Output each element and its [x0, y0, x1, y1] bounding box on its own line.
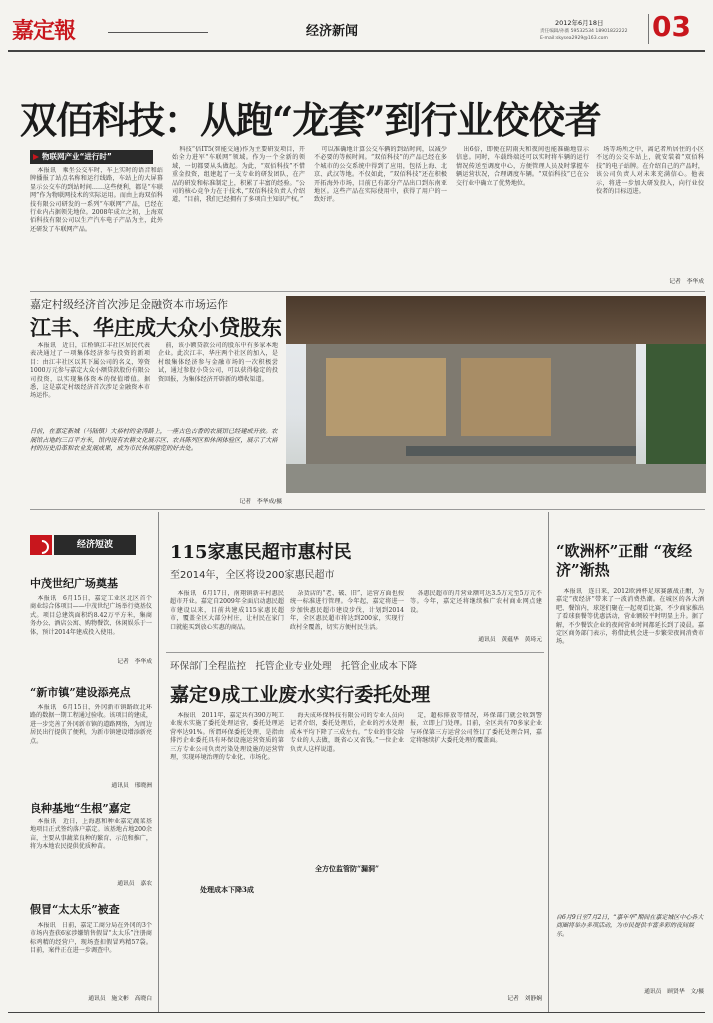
story1-col2: 科技“倍IT5(智能交通)作为主要研发项目，开始全力进军“车联网”领域。作为一个全新的领域，一切都要从头做起。为此，“双佰科技”不惜重金投资，组建起了一支专业的研发团队，在产品的研发和标准制定上，积累了丰富的经验。“公司的核心竞争力在于技术，”双佰科技负责人介绍道，“目前，我们已经拥有了多项自主知识产权。”	[172, 146, 305, 204]
photo-caption: 日前，在嘉定新城（马陆镇）大裕村的金涛路上，一座古色古香的农展馆已经建成开放。农展馆占地约三百平方米，馆内设有农耕文化展示区、农具陈列区和休闲体验区，展示了大裕村的历史沿革和农业发展成果，成为市民休闲游览的好去处。	[30, 428, 278, 453]
story1-byline: 记者 李华成	[669, 279, 704, 285]
brief3-title: 良种基地“生根”嘉定	[30, 802, 131, 815]
brief4-byline: 通讯员 施文彬 高晓白	[88, 996, 152, 1002]
brief3-byline: 通讯员 嘉农	[117, 881, 152, 887]
story4-kicker: 环保部门全程监控 托管企业专业处理 托管企业成本下降	[170, 661, 418, 672]
story2-headline: 江丰、华庄成大众小贷股东	[30, 315, 282, 340]
brief4-body: 本报讯 日前，嘉定工商分局在外冈的3个市场内查获6家涉嫌销售假冒“太太乐”注册商标鸡精的经营户，现场查扣假冒鸡精57袋。目前，案件正在进一步调查中。	[30, 922, 152, 955]
story4-col2: 海天成环保科技有限公司的专业人员向记者介绍，委托处理后，企业的污水处理成本平均下降了三成左右。“专业的事交给专业的人去做，既省心又省钱。”一位企业负责人这样说道。	[290, 712, 404, 753]
story1-tag: 物联网产业“进行时”	[30, 150, 153, 164]
brief3-body: 本报讯 近日，上海惠和种业嘉定蔬菜基地项目正式签约落户嘉定。该基地占地200余亩，主要从事蔬菜良种的繁育、示范和推广，将为本地农民提供优质种苗。	[30, 818, 152, 851]
brief1-title: 中茂世纪广场奠基	[30, 577, 118, 590]
story2-col2: 前，该小额贷款公司的股东中有多家本地企业。此次江丰、华庄两个社区的加入，是村级集体经济参与金融市场的一次积极尝试，通过参股小贷公司，可以获得稳定的投资回报，为集体经济开辟新的增收渠道。	[158, 342, 278, 383]
story4-headline: 嘉定9成工业废水实行委托处理	[170, 684, 431, 706]
story3-subhead: 至2014年，全区将设200家惠民超市	[170, 570, 335, 581]
issue-date: 2012年6月18日	[555, 19, 604, 27]
editor-line: 责任编辑/孙薇 59532534 18901822222	[540, 29, 628, 34]
story1-col5: 场等场所之中，离记者所居住的小区不远的公交车站上，就安装着“双佰科技”的电子站牌。在介绍自己的产品时，该公司负责人对未来充满信心。他表示，将进一步加大研发投入，向行业佼佼者的目标迈进。	[596, 146, 704, 196]
story5-headline: “欧洲杯”正酣 “夜经济”渐热	[556, 542, 693, 579]
photo-ground	[286, 464, 706, 493]
broadcast-icon	[30, 535, 52, 555]
story3-headline: 115家惠民超市惠村民	[170, 542, 352, 563]
arrow-icon	[33, 154, 39, 160]
story5-footnote: 自6月9日至7月2日，“嘉年华”期间在嘉定城区中心各大商圈将举办多项活动，为市民提供丰富多彩的夜间娱乐。	[556, 914, 704, 938]
brief1-byline: 记者 李华成	[117, 659, 152, 665]
story4-col3: 定，超标排放等情况，环保部门就会收到警报，立即上门处理。目前，全区共有70多家企业与环保第三方运营公司签订了委托处理合同，嘉定将继续扩大委托处理的覆盖面。	[410, 712, 542, 745]
story4-col1: 本报讯 2011年，嘉定共有390万吨工业废水实施了委托处理运营，委托处理运营率达91%。所谓环保委托处理，是指由排污企业委托具有环保设施运营资质的第三方专业公司负责污染处理设施的运营管理，实现环境治理的专业化、市场化。	[170, 712, 284, 762]
story5-body: 本报讯 连日来，2012欧洲杯足球赛激战正酣，为嘉定“夜经济”带来了一波消费热潮。在城区的各大酒吧、餐馆内，球迷们聚在一起观看比赛，不少商家推出了看球套餐等优惠活动，营业额较平时明显上升。据了解，不少餐饮企业的夜间营业时间都延长到了凌晨。嘉定区商务部门表示，将借此机会进一步繁荣夜间消费市场。	[556, 588, 704, 646]
story4-subhead1: 处理成本下降3成	[200, 885, 254, 894]
story2-kicker: 嘉定村级经济首次涉足金融资本市场运作	[30, 298, 228, 311]
briefs-header: 经济短波	[30, 535, 152, 555]
story1-col4: 出6倍，即便在阴雨天和夜间也能准确地显示信息。同时，车载终端还可以实时将车辆的运行情况传送至调度中心，方便管理人员及时掌握车辆运营状况，合理调度车辆。“双佰科技”已在公交行业中确立了优势地位。	[456, 146, 589, 187]
story3-col2: 杂货店的“老、破、旧”，运营方面也按统一标准进行管理。今年起，嘉定将进一步加快惠民超市建设步伐，计划到2014年，全区惠民超市将达到200家，实现行政村全覆盖，切实方便村民生活。	[290, 590, 404, 631]
photo-roof	[286, 296, 706, 344]
brief2-title: “新市镇”建设添亮点	[30, 686, 131, 699]
story4-byline: 记者 刘静娴	[507, 996, 542, 1002]
story4-subhead2: 全方位监管防“漏洞”	[314, 864, 380, 873]
main-headline: 双佰科技：从跑“龙套”到行业佼佼者	[20, 98, 601, 142]
story3-col3: 各惠民超市的月营业额可达3.5万元至5万元不等。今年，嘉定还将继续推广农村商业网点建设。	[410, 590, 542, 614]
story5-byline: 通讯员 顾贤华 文/摄	[644, 989, 704, 995]
brief2-byline: 通讯员 邢晓洲	[111, 783, 152, 789]
caption-byline: 记者 李华成/摄	[239, 499, 282, 505]
brief2-body: 本报讯 6月15日，外冈新市镇路政北环路的数据一期工程通过验收。该项目的建成，进一步完善了外冈新市镇的道路网络，为周边居民出行提供了便利，为新市镇建设增添新亮点。	[30, 704, 152, 745]
story2-col1: 本报讯 近日，江桥镇江丰社区居民代表表决通过了一项集体经济参与投资的新项目：由江丰社区以其下属公司的名义，筹资1000万元参与嘉定大众小额贷款股份有限公司投资，以实现集体资本的保值增值。据悉，这是嘉定村级经济首次涉足金融资本市场运作。	[30, 342, 150, 400]
photo-tree	[646, 344, 706, 464]
section-title: 经济新闻	[306, 24, 359, 39]
story1-col3: 可以准确地计算公交车辆的到站时间，以减少不必要的等候时间。“双佰科技”的产品已经在多个城市的公交系统中得到了应用，包括上海、北京、武汉等地。不仅如此，“双佰科技”还在积极开拓海外市场，目前已有部分产品出口到东南亚地区。这些产品在实际使用中，获得了用户的一致好评。	[314, 146, 447, 204]
story3-byline: 通讯员 黄蕴华 黄琦元	[478, 637, 542, 643]
brief4-title: 假冒“太太乐”被查	[30, 903, 120, 916]
page-number: 03	[652, 10, 691, 43]
brief1-body: 本报讯 6月15日，嘉定工业区北区首个商业综合体项目——中茂世纪广场举行奠基仪式。项目总建筑面积约8.42万平方米，集商务办公、酒店公寓、购物餐饮、休闲娱乐于一体，预计2014年建成投入使用。	[30, 595, 152, 636]
story1-col1: 本报讯 乘坐公交车时，车上实时的语音和站牌播报了站点名称和运行线路，车站上的大屏幕显示公交车的到站时间……这些便利，都是“车联网”作为物联网技术的实际运用。而由上海双佰科技有限公司研发的一系列“车联网”产品，已经在行业内占据领先地位。2008年成立之初，上海双佰科技有限公司以生产汽车电子产品为主，此外还研发了车联网产品。	[30, 167, 163, 233]
masthead-logo: 嘉定報	[12, 18, 76, 44]
email-line: E-mail:skysea2929@163.com	[540, 36, 608, 41]
news-photo	[286, 296, 706, 493]
story3-col1: 本报讯 6月17日，南翔镇新丰村惠民超市开业。嘉定自2009年全面启动惠民超市建设以来，目前共建成115家惠民超市，覆盖全区大部分村庄，让村民在家门口就能买到放心实惠的商品。	[170, 590, 284, 631]
